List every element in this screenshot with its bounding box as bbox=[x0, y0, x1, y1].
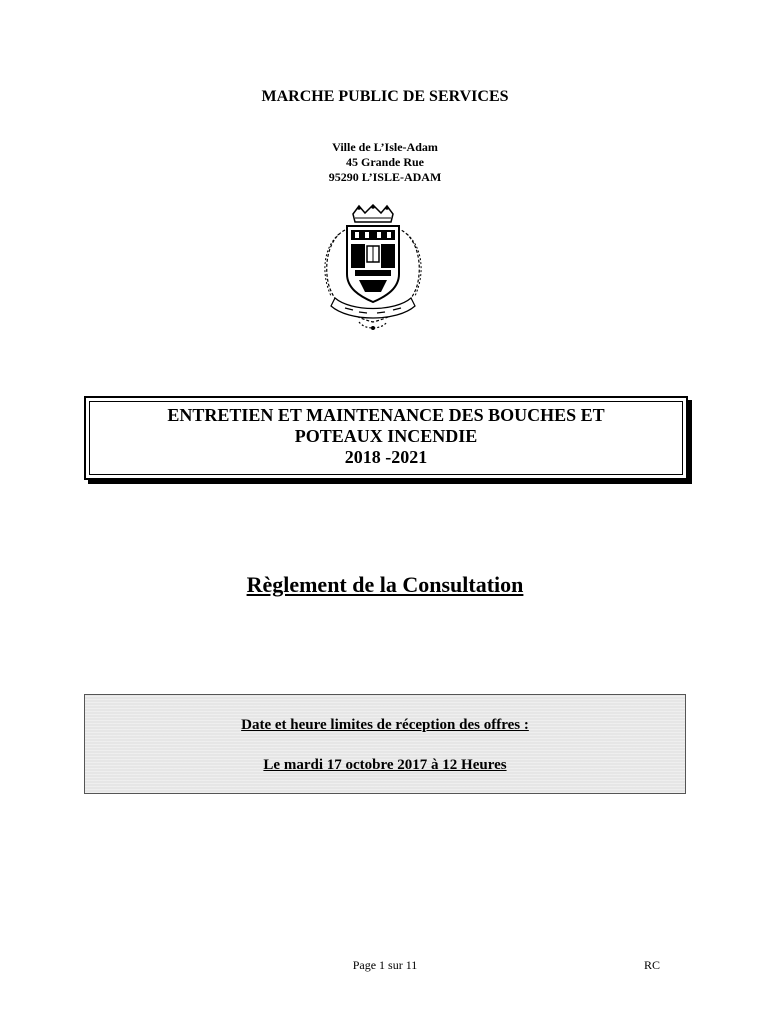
address-block bbox=[0, 140, 770, 185]
deadline-label: Date et heure limites de réception des offres : bbox=[241, 717, 529, 733]
document-code: RC bbox=[644, 958, 661, 972]
page-number: Page 1 sur 11 bbox=[352, 958, 418, 972]
project-title-box bbox=[84, 396, 688, 480]
project-title-line-2: POTEAUX INCENDIE bbox=[294, 426, 478, 446]
address-line-street: 45 Grande Rue bbox=[346, 155, 424, 169]
header-title: MARCHE PUBLIC DE SERVICES bbox=[261, 88, 509, 105]
project-title-line-3: 2018 -2021 bbox=[344, 447, 428, 467]
deadline-date: Le mardi 17 octobre 2017 à 12 Heures bbox=[263, 757, 507, 773]
address-line-postal: 95290 L’ISLE-ADAM bbox=[328, 170, 442, 184]
deadline-box bbox=[84, 694, 686, 794]
project-title-line-1: ENTRETIEN ET MAINTENANCE DES BOUCHES ET bbox=[167, 405, 605, 425]
city-coat-of-arms-icon bbox=[315, 204, 431, 334]
project-title bbox=[86, 405, 686, 468]
document-title: Règlement de la Consultation bbox=[246, 572, 524, 597]
address-line-city: Ville de L’Isle-Adam bbox=[332, 140, 438, 154]
